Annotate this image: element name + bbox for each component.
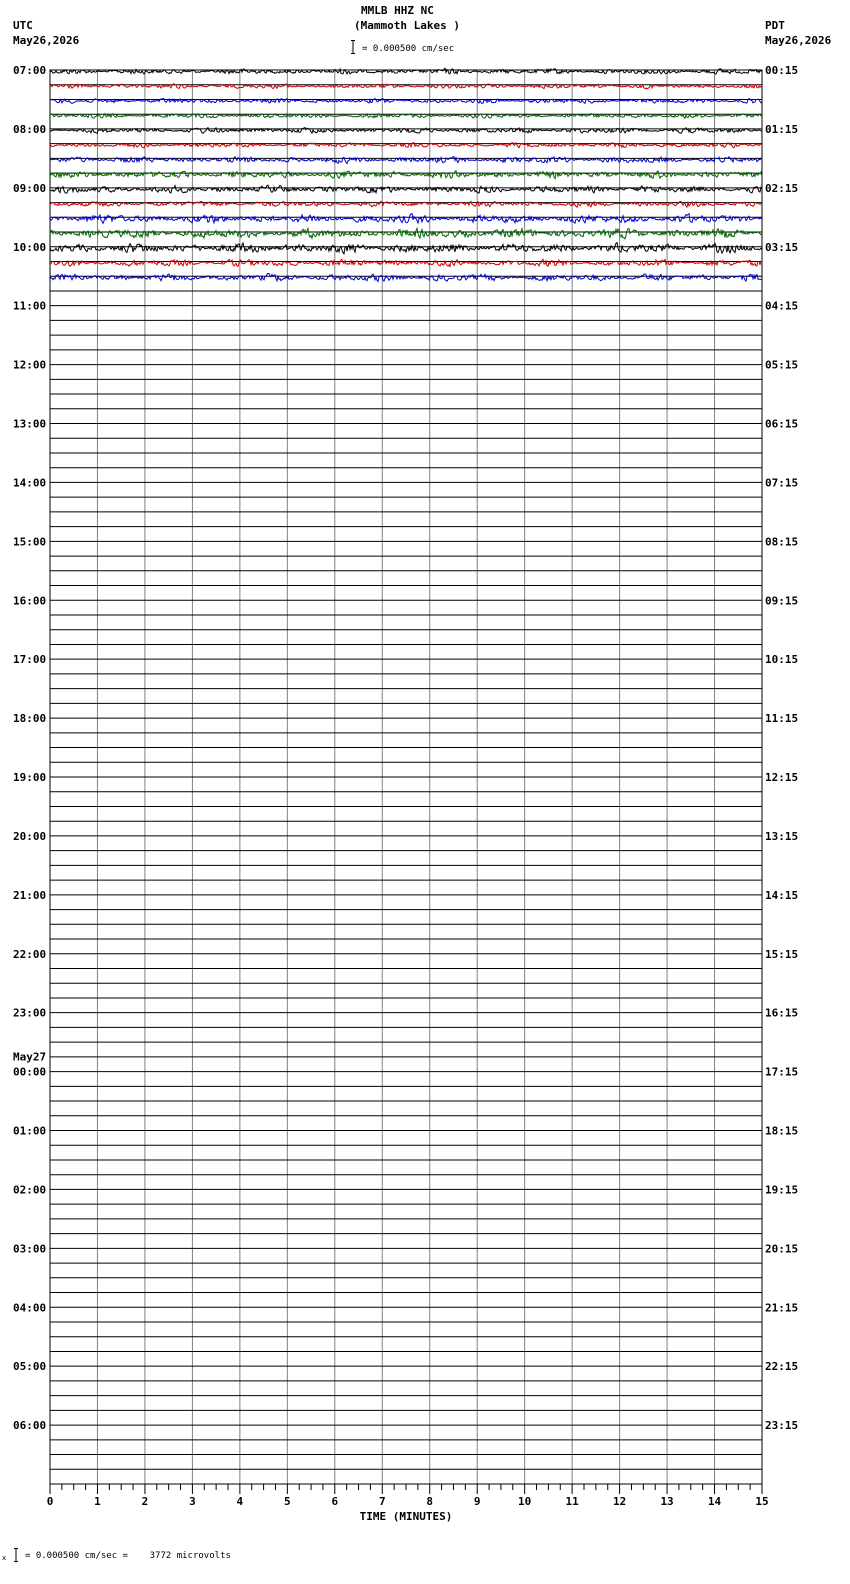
seismic-trace bbox=[50, 274, 762, 282]
right-date: May26,2026 bbox=[765, 34, 832, 47]
x-tick-label: 12 bbox=[612, 1495, 627, 1508]
pdt-hour-label: 13:15 bbox=[765, 829, 799, 843]
utc-hour-label: 01:00 bbox=[13, 1124, 47, 1138]
seismic-trace bbox=[50, 68, 762, 74]
utc-hour-label: 05:00 bbox=[13, 1360, 47, 1374]
x-tick-label: 13 bbox=[660, 1495, 674, 1508]
pdt-hour-label: 10:15 bbox=[765, 653, 799, 667]
pdt-hour-label: 11:15 bbox=[765, 712, 799, 726]
x-tick-label: 6 bbox=[331, 1495, 339, 1508]
left-date: May26,2026 bbox=[13, 34, 80, 47]
pdt-hour-label: 03:15 bbox=[765, 240, 799, 254]
pdt-hour-label: 01:15 bbox=[765, 122, 799, 136]
pdt-hour-label: 18:15 bbox=[765, 1124, 799, 1138]
pdt-hour-label: 12:15 bbox=[765, 771, 799, 784]
x-tick-label: 0 bbox=[46, 1495, 54, 1508]
utc-hour-label: 21:00 bbox=[13, 888, 47, 902]
x-tick-label: 3 bbox=[189, 1495, 196, 1508]
pdt-hour-label: 04:15 bbox=[765, 299, 799, 313]
utc-hour-label: 19:00 bbox=[13, 771, 47, 784]
svg-text:x: x bbox=[2, 1554, 7, 1562]
footer-scale-label: = 0.000500 cm/sec = 3772 microvolts bbox=[25, 1551, 231, 1561]
x-tick-label: 15 bbox=[755, 1495, 769, 1508]
utc-hour-label: 10:00 bbox=[13, 240, 47, 254]
utc-hour-label: 14:00 bbox=[13, 476, 47, 490]
seismic-trace bbox=[50, 214, 762, 224]
x-tick-label: 14 bbox=[707, 1495, 722, 1508]
utc-hour-label: 20:00 bbox=[13, 829, 47, 843]
utc-hour-label: 11:00 bbox=[13, 299, 47, 313]
utc-hour-label: 23:00 bbox=[13, 1006, 47, 1020]
seismic-trace bbox=[50, 128, 762, 134]
pdt-hour-label: 08:15 bbox=[765, 535, 799, 549]
x-tick-label: 5 bbox=[284, 1495, 291, 1508]
utc-hour-label: 15:00 bbox=[13, 535, 47, 549]
utc-hour-label: 03:00 bbox=[13, 1242, 47, 1256]
pdt-hour-label: 21:15 bbox=[765, 1301, 799, 1315]
seismic-trace bbox=[50, 185, 762, 193]
left-timezone: UTC bbox=[13, 19, 33, 32]
seismic-trace bbox=[50, 243, 762, 254]
pdt-hour-label: 15:15 bbox=[765, 947, 799, 961]
utc-hour-label: 22:00 bbox=[13, 947, 47, 961]
utc-hour-label: 06:00 bbox=[13, 1419, 47, 1433]
x-axis-title: TIME (MINUTES) bbox=[359, 1510, 453, 1523]
pdt-hour-label: 22:15 bbox=[765, 1360, 799, 1374]
right-timezone: PDT bbox=[765, 19, 785, 32]
location-title: (Mammoth Lakes ) bbox=[354, 19, 460, 32]
seismic-trace bbox=[50, 157, 762, 164]
pdt-hour-label: 00:15 bbox=[765, 64, 799, 77]
utc-hour-label: 13:00 bbox=[13, 417, 47, 431]
seismic-trace bbox=[50, 228, 762, 238]
x-tick-label: 11 bbox=[565, 1495, 579, 1508]
date-change-label: May27 bbox=[13, 1050, 47, 1064]
utc-hour-label: 07:00 bbox=[13, 64, 47, 77]
seismic-trace bbox=[50, 171, 762, 179]
x-tick-label: 7 bbox=[378, 1495, 386, 1508]
x-tick-label: 10 bbox=[518, 1495, 532, 1508]
x-tick-label: 8 bbox=[426, 1495, 434, 1508]
utc-hour-label: 17:00 bbox=[13, 653, 47, 667]
utc-hour-label: 12:00 bbox=[13, 358, 47, 372]
x-tick-label: 4 bbox=[236, 1495, 244, 1508]
pdt-hour-label: 07:15 bbox=[765, 476, 799, 490]
utc-hour-label: 04:00 bbox=[13, 1301, 47, 1315]
pdt-hour-label: 09:15 bbox=[765, 594, 799, 608]
pdt-hour-label: 05:15 bbox=[765, 358, 799, 372]
pdt-hour-label: 20:15 bbox=[765, 1242, 799, 1256]
seismic-trace bbox=[50, 259, 762, 266]
utc-hour-label: 18:00 bbox=[13, 712, 47, 726]
x-tick-label: 1 bbox=[94, 1495, 101, 1508]
pdt-hour-label: 06:15 bbox=[765, 417, 799, 431]
pdt-hour-label: 02:15 bbox=[765, 181, 799, 195]
utc-hour-label: 08:00 bbox=[13, 122, 47, 136]
pdt-hour-label: 16:15 bbox=[765, 1006, 799, 1020]
utc-hour-label: 02:00 bbox=[13, 1183, 47, 1197]
pdt-hour-label: 19:15 bbox=[765, 1183, 799, 1197]
pdt-hour-label: 23:15 bbox=[765, 1419, 799, 1433]
x-tick-label: 9 bbox=[473, 1495, 481, 1508]
utc-hour-label: 00:00 bbox=[13, 1065, 47, 1079]
station-title: MMLB HHZ NC bbox=[361, 4, 434, 17]
scale-label: = 0.000500 cm/sec bbox=[362, 44, 455, 54]
utc-hour-label: 16:00 bbox=[13, 594, 47, 608]
footer-scale-icon bbox=[2, 1547, 22, 1563]
utc-hour-label: 09:00 bbox=[13, 181, 47, 195]
pdt-hour-label: 14:15 bbox=[765, 888, 799, 902]
pdt-hour-label: 17:15 bbox=[765, 1065, 799, 1079]
x-tick-label: 2 bbox=[141, 1495, 149, 1508]
